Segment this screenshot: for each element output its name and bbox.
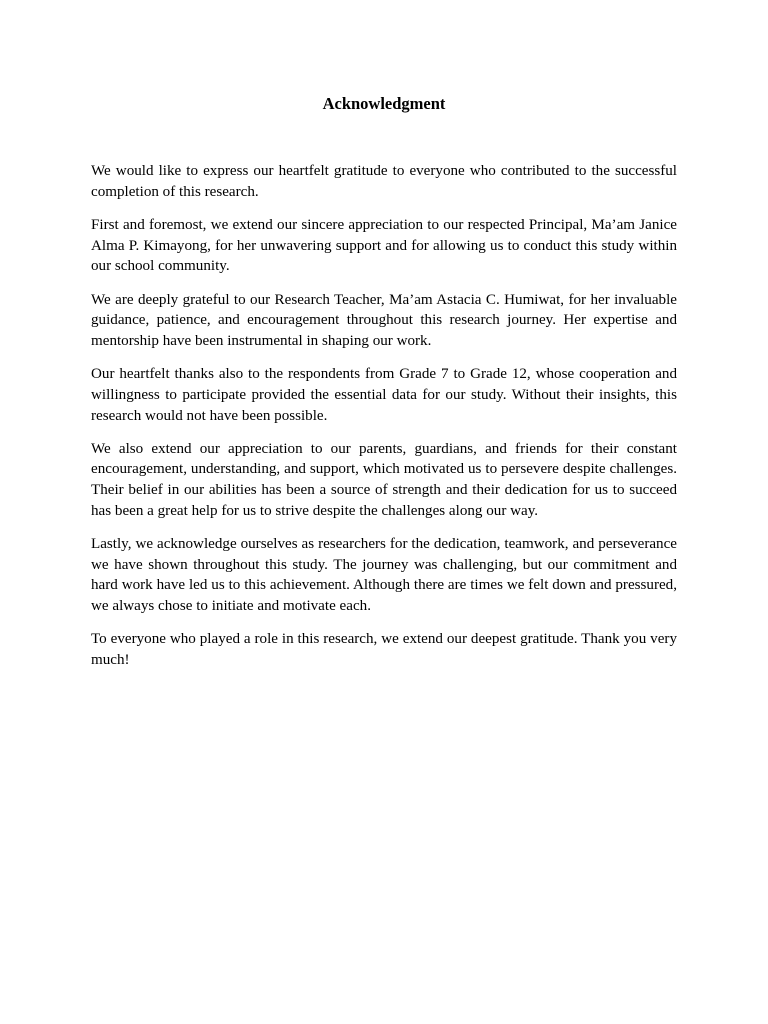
document-body	[91, 161, 677, 683]
paragraph-research-teacher: We are deeply grateful to our Research Teacher, Ma’am Astacia C. Humiwat, for her invaluable guidance, patience, and encouragement throughout this research journey. Her expertise and mentorship have been instrumental in shaping our work.	[91, 291, 677, 349]
paragraph-principal: First and foremost, we extend our sincere appreciation to our respected Principal, Ma’am Janice Alma P. Kimayong, for her unwavering support and for allowing us to conduct this study within our school community.	[91, 216, 677, 275]
paragraph-intro: We would like to express our heartfelt gratitude to everyone who contributed to the successful completion of this research.	[91, 163, 677, 200]
paragraph-researchers: Lastly, we acknowledge ourselves as researchers for the dedication, teamwork, and perseverance we have shown throughout this study. The journey was challenging, but our commitment and hard work have led us to this achievement. Although there are times we felt down and pressured, we always chose to initiate and motivate each.	[91, 536, 677, 615]
paragraph-closing: To everyone who played a role in this research, we extend our deepest gratitude. Thank you very much!	[91, 631, 677, 669]
page-title: Acknowledgment	[322, 94, 446, 113]
paragraph-parents-friends: We also extend our appreciation to our parents, guardians, and friends for their constant encouragement, understanding, and support, which motivated us to persevere despite challenges. Their belief in our abilities has been a source of strength and their dedication for us to succeed has been a great help for us to strive despite the challenges along our way.	[91, 440, 677, 519]
paragraph-respondents: Our heartfelt thanks also to the respondents from Grade 7 to Grade 12, whose cooperation and willingness to participate provided the essential data for our study. Without their insights, this research would not have been possible.	[91, 366, 677, 424]
